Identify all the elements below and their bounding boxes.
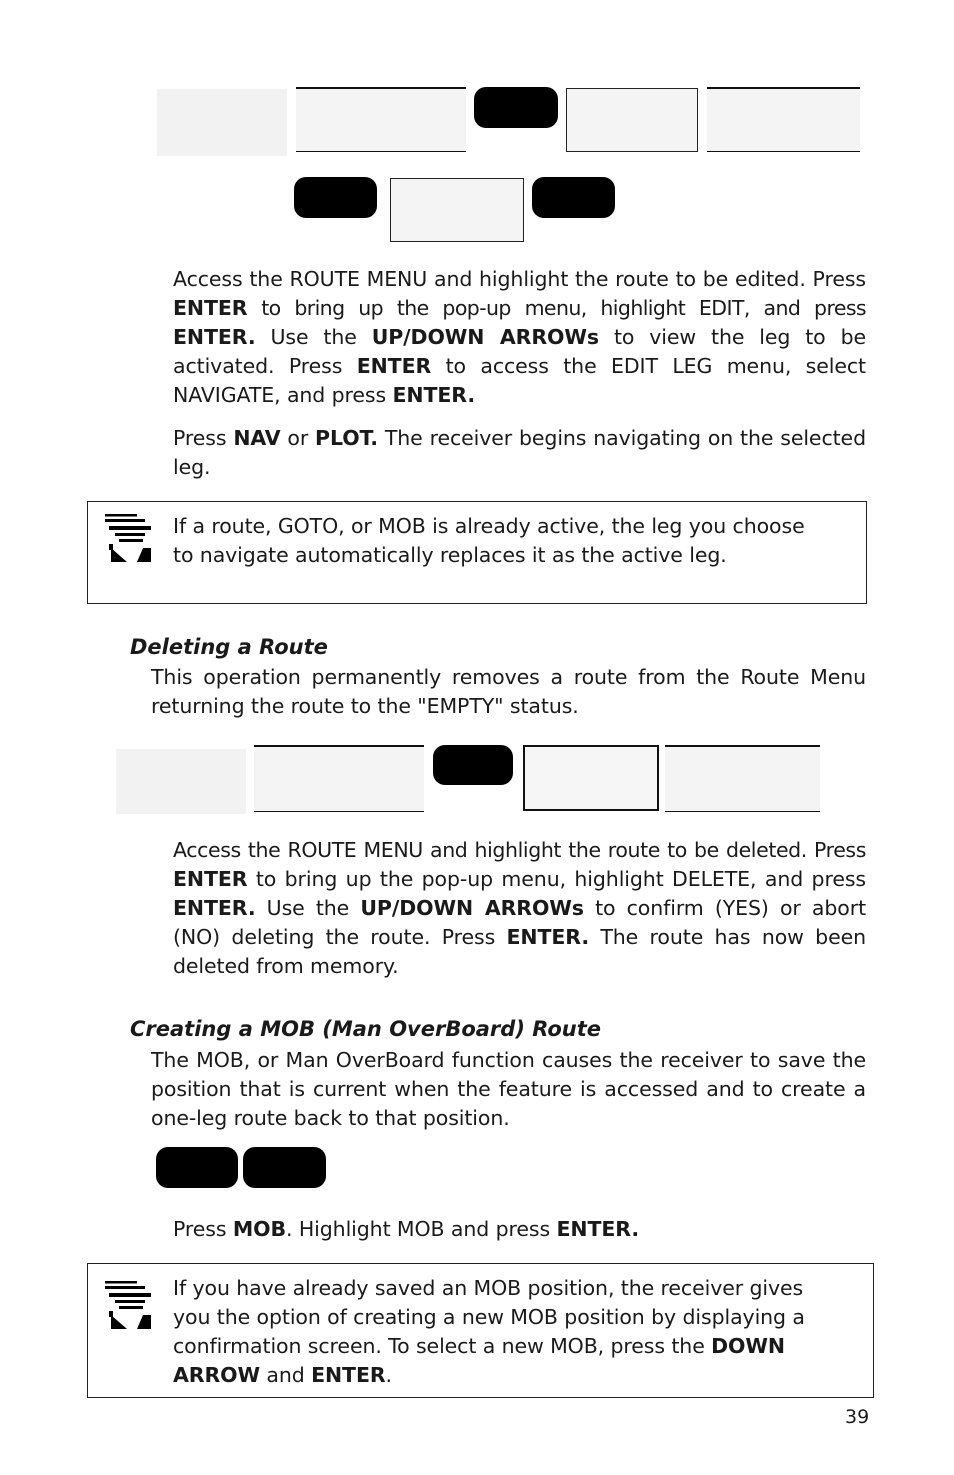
edit-leg-instructions [173, 265, 866, 410]
screen-thumbnail-route-deleted [665, 745, 820, 812]
screen-thumbnail-delete-confirm [523, 745, 659, 811]
text-run: Press [173, 426, 234, 450]
key-label: NAV [233, 426, 281, 450]
text-run: Use the [255, 325, 372, 349]
text-run: . Highlight MOB and press [286, 1217, 557, 1241]
key-label: ENTER [356, 354, 432, 378]
key-label: ENTER [311, 1363, 386, 1387]
delete-route-instructions [173, 836, 866, 981]
screen-thumbnail-edit-leg [390, 178, 524, 242]
text-run: to bring up the pop-up menu, highlight EDIT, and press [247, 296, 866, 320]
text-run: to access the EDIT LEG menu, select NAVIGATE, and press [173, 354, 866, 407]
note-text [173, 1274, 823, 1390]
mob-instructions [173, 1215, 866, 1244]
note-icon [103, 512, 153, 566]
text-run: and [259, 1363, 312, 1387]
key-label: ENTER. [173, 896, 256, 920]
plot-key-image [532, 177, 615, 218]
page-number: 39 [845, 1406, 870, 1428]
text-run: to view the leg to be activated. Press [173, 325, 866, 378]
screen-thumbnail-popup [254, 745, 424, 812]
text-run: The receiver begins navigating on the selected leg. [173, 426, 866, 479]
text-run: to bring up the pop-up menu, highlight DELETE, and press [247, 867, 866, 891]
key-label: ENTER. [506, 925, 590, 949]
text-run: Access the ROUTE MENU and highlight the route to be deleted. Press [173, 838, 866, 862]
enter-key-image [433, 745, 513, 785]
text-run: or [280, 426, 316, 450]
enter-key-image [243, 1147, 326, 1188]
text-run: to confirm (YES) or abort (NO) deleting the route. Press [173, 896, 867, 949]
mob-key-image [156, 1147, 238, 1188]
screen-thumbnail-route-menu [116, 749, 246, 814]
text-run: . [385, 1363, 392, 1387]
key-label: ENTER. [556, 1217, 640, 1241]
nav-key-image [294, 177, 377, 218]
screen-thumbnail-popup [296, 87, 466, 152]
screen-thumbnail-edit [566, 88, 698, 152]
edit-leg-nav-instructions [173, 424, 866, 482]
section-heading-deleting-route: Deleting a Route [130, 635, 328, 659]
key-label: ENTER. [173, 325, 256, 349]
delete-route-intro: This operation permanently removes a route from the Route Menu returning the route to the "EMPTY" status. [151, 665, 866, 718]
enter-key-image [474, 87, 558, 128]
key-label: UP/DOWN ARROWs [360, 896, 584, 920]
key-label: DOWN ARROW [173, 1334, 785, 1387]
section-heading-mob-route: Creating a MOB (Man OverBoard) Route [130, 1017, 602, 1041]
text-run: Press [173, 1217, 233, 1241]
key-label: ENTER [173, 296, 248, 320]
text-run: The route has now been deleted from memory. [173, 925, 866, 978]
text-run: Access the ROUTE MENU and highlight the route to be edited. Press [173, 267, 866, 291]
screen-thumbnail-route-menu [157, 89, 287, 156]
mob-route-intro: The MOB, or Man OverBoard function causes the receiver to save the position that is current when the feature is accessed and to create a one-leg route back to that position. [151, 1048, 866, 1130]
note-box [87, 1263, 874, 1398]
key-label: ENTER. [392, 383, 476, 407]
key-label: MOB [232, 1217, 287, 1241]
note-icon [103, 1279, 153, 1333]
key-label: UP/DOWN ARROWs [371, 325, 599, 349]
note-text: If a route, GOTO, or MOB is already active, the leg you choose to navigate automatically replaces it as the active leg. [173, 514, 805, 567]
screen-thumbnail-leg [707, 87, 860, 152]
text-run: Use the [255, 896, 361, 920]
text-run: If you have already saved an MOB position, the receiver gives you the option of creating a new MOB position by displaying a confirmation screen. To select a new MOB, press the [173, 1276, 805, 1358]
note-box [87, 501, 867, 604]
key-label: ENTER [173, 867, 248, 891]
key-label: PLOT. [315, 426, 378, 450]
